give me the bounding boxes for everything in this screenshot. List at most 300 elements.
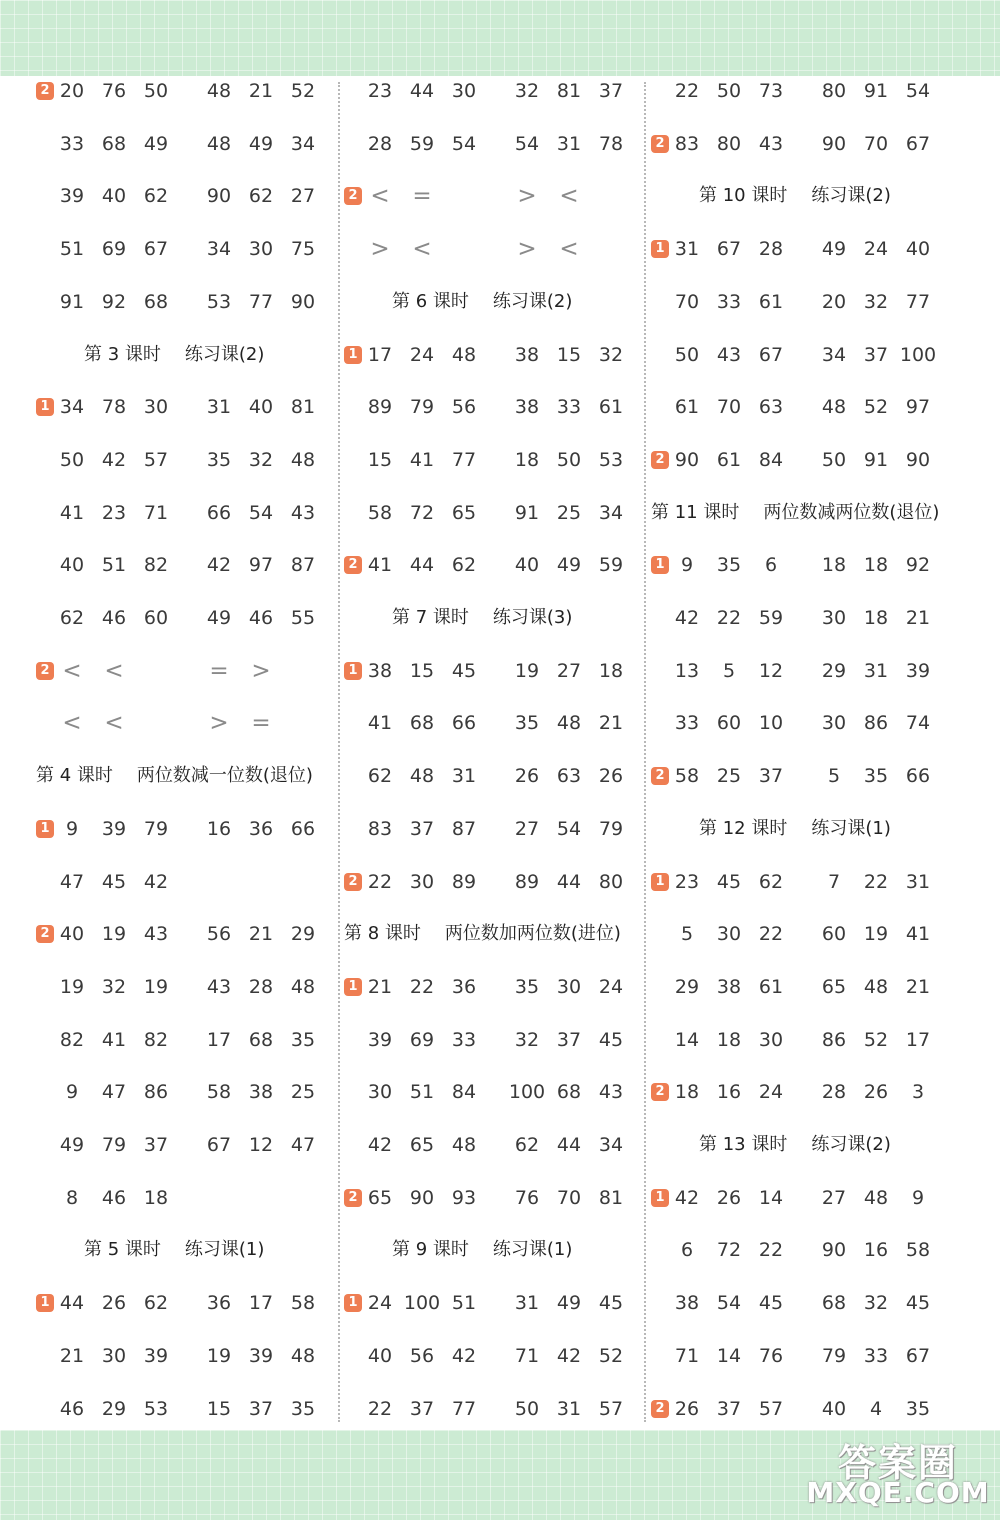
answer-row — [344, 498, 644, 528]
answer-value: 48 — [409, 765, 435, 787]
question-number-badge: 2 — [36, 925, 54, 943]
answer-value: 28 — [758, 238, 784, 260]
answer-value: 9 — [65, 1081, 79, 1103]
answer-value: 38 — [514, 396, 540, 418]
answer-value: 6 — [680, 1239, 694, 1261]
answer-value: 65 — [451, 502, 477, 524]
answer-value: 48 — [290, 976, 316, 998]
answer-value: 56 — [206, 923, 232, 945]
lesson-number: 第 3 课时 — [84, 344, 161, 365]
answer-value: 35 — [514, 976, 540, 998]
answer-value: 49 — [556, 554, 582, 576]
answer-value: 86 — [821, 1029, 847, 1051]
question-number-badge: 2 — [651, 451, 669, 469]
answer-value: 22 — [367, 1398, 393, 1420]
answer-value: 51 — [409, 1081, 435, 1103]
answer-value: 54 — [556, 818, 582, 840]
answer-value: 13 — [674, 660, 700, 682]
answer-value: 93 — [451, 1187, 477, 1209]
answer-value: 21 — [367, 976, 393, 998]
lesson-title: 练习课(1) — [811, 818, 891, 839]
answer-value: 36 — [206, 1292, 232, 1314]
answer-value: 43 — [143, 923, 169, 945]
answer-value: 43 — [758, 133, 784, 155]
answer-row — [36, 656, 336, 686]
answer-value: 32 — [598, 344, 624, 366]
question-number-badge: 1 — [344, 346, 362, 364]
comparison-symbol: < — [559, 183, 579, 209]
answer-value: 100 — [403, 1292, 441, 1314]
answer-value: 14 — [758, 1187, 784, 1209]
answer-value: 48 — [451, 344, 477, 366]
answer-value: 62 — [143, 185, 169, 207]
answer-value: 22 — [409, 976, 435, 998]
answer-value: 35 — [863, 765, 889, 787]
answer-value: 43 — [716, 344, 742, 366]
answer-value: 17 — [905, 1029, 931, 1051]
answer-value: 59 — [598, 554, 624, 576]
answer-value: 39 — [101, 818, 127, 840]
top-decorative-band — [0, 0, 1000, 76]
answer-value: 73 — [758, 80, 784, 102]
answer-value: 37 — [248, 1398, 274, 1420]
answer-value: 41 — [367, 554, 393, 576]
answer-value: 27 — [821, 1187, 847, 1209]
comparison-symbol: = — [209, 658, 229, 684]
answer-row — [344, 234, 644, 264]
question-number-badge: 1 — [36, 820, 54, 838]
answer-value: 58 — [206, 1081, 232, 1103]
answer-value: 67 — [758, 344, 784, 366]
question-number-badge: 2 — [651, 1083, 669, 1101]
answer-value: 44 — [556, 871, 582, 893]
answer-row — [36, 919, 336, 949]
answer-value: 25 — [556, 502, 582, 524]
answer-value: 5 — [722, 660, 736, 682]
answer-value: 84 — [451, 1081, 477, 1103]
answer-value: 28 — [367, 133, 393, 155]
answer-row — [344, 340, 644, 370]
answer-value: 35 — [290, 1029, 316, 1051]
answer-value: 22 — [674, 80, 700, 102]
answer-value: 15 — [206, 1398, 232, 1420]
answer-value: 50 — [514, 1398, 540, 1420]
answer-value: 89 — [367, 396, 393, 418]
answer-value: 33 — [451, 1029, 477, 1051]
answer-value: 97 — [905, 396, 931, 418]
answer-value: 24 — [367, 1292, 393, 1314]
comparison-symbol: < — [412, 236, 432, 262]
answer-value: 48 — [863, 1187, 889, 1209]
answer-row — [36, 1394, 336, 1424]
question-number-badge: 1 — [36, 1294, 54, 1312]
answer-value: 48 — [206, 80, 232, 102]
answer-value: 12 — [248, 1134, 274, 1156]
answer-value: 8 — [65, 1187, 79, 1209]
answer-value: 45 — [716, 871, 742, 893]
lesson-heading — [699, 180, 891, 212]
answer-row — [651, 972, 951, 1002]
comparison-symbol: > — [209, 710, 229, 736]
answer-value: 16 — [863, 1239, 889, 1261]
comparison-symbol: < — [559, 236, 579, 262]
question-number-badge: 2 — [36, 662, 54, 680]
comparison-symbol: = — [412, 183, 432, 209]
answer-value: 7 — [827, 871, 841, 893]
answer-value: 27 — [290, 185, 316, 207]
answer-value: 83 — [674, 133, 700, 155]
question-number-badge: 2 — [344, 873, 362, 891]
lesson-title: 练习课(2) — [811, 185, 891, 206]
answer-value: 31 — [905, 871, 931, 893]
answer-value: 76 — [758, 1345, 784, 1367]
answer-row — [36, 550, 336, 580]
answer-value: 31 — [556, 1398, 582, 1420]
answer-value: 23 — [367, 80, 393, 102]
answer-value: 56 — [409, 1345, 435, 1367]
answer-value: 19 — [101, 923, 127, 945]
answer-value: 68 — [143, 291, 169, 313]
answer-value: 89 — [514, 871, 540, 893]
watermark-text-top: 答案圈 — [837, 1441, 958, 1485]
answer-value: 63 — [758, 396, 784, 418]
answer-value: 54 — [451, 133, 477, 155]
answer-value: 24 — [758, 1081, 784, 1103]
answer-value: 4 — [869, 1398, 883, 1420]
answer-value: 42 — [367, 1134, 393, 1156]
answer-row — [36, 498, 336, 528]
answer-row — [344, 972, 644, 1002]
answer-value: 61 — [598, 396, 624, 418]
answer-value: 82 — [59, 1029, 85, 1051]
answer-value: 56 — [451, 396, 477, 418]
answer-value: 54 — [514, 133, 540, 155]
answer-row — [651, 76, 951, 106]
lesson-title: 练习课(3) — [492, 607, 573, 628]
answer-value: 39 — [367, 1029, 393, 1051]
answer-value: 86 — [863, 712, 889, 734]
answer-value: 90 — [821, 133, 847, 155]
answer-value: 91 — [59, 291, 85, 313]
answer-row — [344, 708, 644, 738]
answer-value: 76 — [101, 80, 127, 102]
answer-row — [36, 1341, 336, 1371]
answer-value: 36 — [248, 818, 274, 840]
answer-value: 48 — [821, 396, 847, 418]
answer-value: 57 — [758, 1398, 784, 1420]
lesson-number: 第 4 课时 — [36, 765, 113, 786]
answer-value: 37 — [598, 80, 624, 102]
answer-value: 51 — [59, 238, 85, 260]
answer-value: 90 — [821, 1239, 847, 1261]
lesson-heading — [699, 1129, 891, 1161]
answer-value: 68 — [409, 712, 435, 734]
watermark-logo — [800, 1432, 996, 1516]
answer-value: 50 — [674, 344, 700, 366]
answer-row — [36, 603, 336, 633]
answer-value: 6 — [764, 554, 778, 576]
answer-value: 26 — [598, 765, 624, 787]
answer-value: 65 — [367, 1187, 393, 1209]
answer-value: 26 — [514, 765, 540, 787]
answer-value: 18 — [821, 554, 847, 576]
answer-value: 82 — [143, 554, 169, 576]
lesson-number: 第 7 课时 — [392, 607, 469, 628]
answer-value: 53 — [143, 1398, 169, 1420]
comparison-symbol: = — [251, 710, 271, 736]
answer-value: 57 — [143, 449, 169, 471]
answer-value: 62 — [451, 554, 477, 576]
answer-value: 71 — [674, 1345, 700, 1367]
answer-value: 51 — [451, 1292, 477, 1314]
answer-value: 29 — [290, 923, 316, 945]
answer-row — [651, 603, 951, 633]
answer-value: 24 — [598, 976, 624, 998]
comparison-symbol: > — [517, 183, 537, 209]
answer-value: 40 — [367, 1345, 393, 1367]
answer-value: 52 — [290, 80, 316, 102]
answer-value: 58 — [290, 1292, 316, 1314]
answer-row — [344, 129, 644, 159]
answer-value: 26 — [863, 1081, 889, 1103]
answer-value: 62 — [514, 1134, 540, 1156]
answer-value: 46 — [101, 607, 127, 629]
answer-row — [36, 1077, 336, 1107]
answer-value: 37 — [716, 1398, 742, 1420]
answer-value: 81 — [290, 396, 316, 418]
answer-row — [36, 287, 336, 317]
answer-value: 45 — [905, 1292, 931, 1314]
answer-value: 90 — [409, 1187, 435, 1209]
answer-row — [36, 1288, 336, 1318]
answer-value: 33 — [556, 396, 582, 418]
answer-value: 17 — [248, 1292, 274, 1314]
answer-value: 26 — [716, 1187, 742, 1209]
lesson-title: 两位数减两位数(退位) — [763, 502, 940, 523]
answer-row — [36, 392, 336, 422]
answer-value: 84 — [758, 449, 784, 471]
answer-value: 41 — [409, 449, 435, 471]
comparison-symbol: > — [251, 658, 271, 684]
answer-value: 18 — [716, 1029, 742, 1051]
answer-value: 76 — [514, 1187, 540, 1209]
answer-value: 43 — [598, 1081, 624, 1103]
answer-value: 47 — [59, 871, 85, 893]
answer-value: 61 — [758, 976, 784, 998]
answer-value: 66 — [905, 765, 931, 787]
answer-value: 18 — [514, 449, 540, 471]
answer-value: 47 — [101, 1081, 127, 1103]
lesson-heading — [84, 1234, 264, 1266]
answer-value: 22 — [863, 871, 889, 893]
answer-row — [651, 1341, 951, 1371]
answer-value: 75 — [290, 238, 316, 260]
answer-value: 37 — [556, 1029, 582, 1051]
answer-value: 31 — [451, 765, 477, 787]
answer-value: 69 — [409, 1029, 435, 1051]
answer-value: 87 — [451, 818, 477, 840]
answer-value: 68 — [101, 133, 127, 155]
answer-value: 25 — [716, 765, 742, 787]
answer-value: 27 — [556, 660, 582, 682]
answer-value: 37 — [143, 1134, 169, 1156]
answer-row — [36, 76, 336, 106]
answer-value: 40 — [248, 396, 274, 418]
answer-value: 21 — [905, 976, 931, 998]
question-number-badge: 1 — [651, 1189, 669, 1207]
answer-value: 42 — [143, 871, 169, 893]
question-number-badge: 2 — [651, 767, 669, 785]
answer-value: 68 — [556, 1081, 582, 1103]
answer-value: 46 — [248, 607, 274, 629]
answer-value: 49 — [821, 238, 847, 260]
answer-value: 91 — [514, 502, 540, 524]
answer-value: 48 — [290, 449, 316, 471]
answer-row — [651, 392, 951, 422]
answer-value: 37 — [863, 344, 889, 366]
answer-value: 22 — [367, 871, 393, 893]
answer-value: 30 — [758, 1029, 784, 1051]
answer-value: 50 — [821, 449, 847, 471]
answer-value: 40 — [514, 554, 540, 576]
answer-value: 28 — [821, 1081, 847, 1103]
lesson-heading — [392, 1234, 572, 1266]
answer-value: 23 — [674, 871, 700, 893]
answer-value: 80 — [821, 80, 847, 102]
answer-value: 77 — [451, 1398, 477, 1420]
answer-row — [344, 550, 644, 580]
answer-value: 36 — [451, 976, 477, 998]
question-number-badge: 2 — [344, 187, 362, 205]
answer-row — [344, 761, 644, 791]
answer-value: 49 — [143, 133, 169, 155]
answer-value: 90 — [674, 449, 700, 471]
answer-value: 80 — [598, 871, 624, 893]
question-number-badge: 2 — [651, 135, 669, 153]
answer-value: 67 — [905, 133, 931, 155]
answer-value: 38 — [514, 344, 540, 366]
answer-value: 21 — [248, 923, 274, 945]
answer-value: 40 — [59, 554, 85, 576]
answer-value: 27 — [514, 818, 540, 840]
answer-value: 22 — [758, 1239, 784, 1261]
answer-value: 30 — [248, 238, 274, 260]
question-number-badge: 1 — [651, 240, 669, 258]
answer-value: 21 — [905, 607, 931, 629]
answer-value: 29 — [821, 660, 847, 682]
answer-value: 34 — [598, 502, 624, 524]
answer-value: 90 — [206, 185, 232, 207]
answer-value: 42 — [674, 1187, 700, 1209]
lesson-number: 第 11 课时 — [651, 502, 740, 523]
answer-value: 65 — [409, 1134, 435, 1156]
answer-value: 60 — [821, 923, 847, 945]
answer-value: 15 — [409, 660, 435, 682]
answer-value: 32 — [514, 1029, 540, 1051]
lesson-title: 两位数减一位数(退位) — [136, 765, 313, 786]
answer-value: 21 — [59, 1345, 85, 1367]
answer-row — [36, 867, 336, 897]
answer-row — [36, 1183, 336, 1213]
answer-value: 48 — [451, 1134, 477, 1156]
answer-value: 89 — [451, 871, 477, 893]
answer-value: 54 — [716, 1292, 742, 1314]
answer-value: 29 — [101, 1398, 127, 1420]
answer-value: 50 — [143, 80, 169, 102]
answer-value: 33 — [674, 712, 700, 734]
lesson-heading — [392, 602, 572, 634]
answer-value: 80 — [716, 133, 742, 155]
answer-value: 47 — [290, 1134, 316, 1156]
answer-value: 48 — [290, 1345, 316, 1367]
answer-value: 35 — [206, 449, 232, 471]
answer-value: 44 — [409, 554, 435, 576]
answer-value: 62 — [143, 1292, 169, 1314]
question-number-badge: 1 — [36, 398, 54, 416]
answer-value: 62 — [59, 607, 85, 629]
answer-value: 5 — [827, 765, 841, 787]
answer-value: 90 — [290, 291, 316, 313]
lesson-number: 第 6 课时 — [392, 291, 469, 312]
answer-value: 67 — [905, 1345, 931, 1367]
answer-value: 50 — [556, 449, 582, 471]
comparison-symbol: > — [370, 236, 390, 262]
question-number-badge: 1 — [651, 873, 669, 891]
answer-value: 42 — [556, 1345, 582, 1367]
answer-value: 69 — [101, 238, 127, 260]
answer-value: 37 — [409, 1398, 435, 1420]
answer-value: 97 — [248, 554, 274, 576]
answer-value: 30 — [821, 712, 847, 734]
answer-value: 38 — [367, 660, 393, 682]
answer-value: 31 — [674, 238, 700, 260]
answer-value: 31 — [556, 133, 582, 155]
answer-row — [344, 867, 644, 897]
answer-value: 61 — [674, 396, 700, 418]
answer-value: 63 — [556, 765, 582, 787]
answer-value: 30 — [716, 923, 742, 945]
answer-row — [651, 867, 951, 897]
lesson-title: 练习课(1) — [184, 1239, 265, 1260]
lesson-title: 练习课(2) — [184, 344, 265, 365]
answer-row — [651, 1183, 951, 1213]
answer-value: 41 — [367, 712, 393, 734]
column-divider-1 — [338, 82, 340, 1422]
answer-value: 9 — [65, 818, 79, 840]
column-divider-2 — [644, 82, 646, 1422]
answer-value: 42 — [206, 554, 232, 576]
answer-value: 30 — [556, 976, 582, 998]
answer-value: 67 — [206, 1134, 232, 1156]
lesson-title: 两位数加两位数(进位) — [444, 923, 621, 944]
answer-value: 46 — [101, 1187, 127, 1209]
answer-row — [344, 445, 644, 475]
answer-value: 67 — [143, 238, 169, 260]
answer-value: 18 — [598, 660, 624, 682]
answer-value: 79 — [409, 396, 435, 418]
question-number-badge: 2 — [651, 1400, 669, 1418]
answer-value: 18 — [863, 607, 889, 629]
answer-value: 18 — [863, 554, 889, 576]
answer-value: 44 — [556, 1134, 582, 1156]
answer-row — [344, 814, 644, 844]
answer-value: 33 — [59, 133, 85, 155]
question-number-badge: 2 — [344, 1189, 362, 1207]
answer-row — [651, 919, 951, 949]
lesson-heading — [651, 497, 939, 529]
answer-value: 50 — [59, 449, 85, 471]
answer-value: 38 — [716, 976, 742, 998]
